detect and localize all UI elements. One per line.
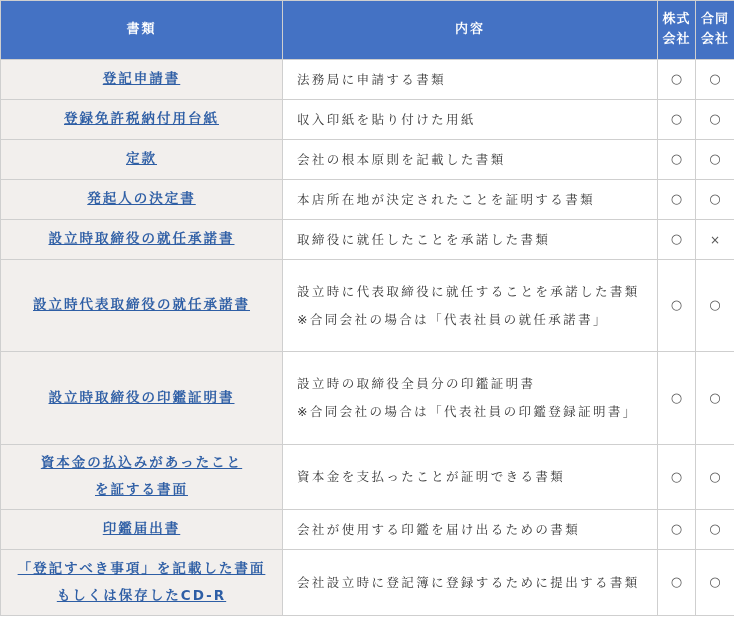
document-link[interactable]: 設立時取締役の就任承諾書 (48, 231, 235, 247)
table-row (1, 100, 734, 140)
godo-mark: ○ (696, 140, 734, 180)
description: 本店所在地が決定されたことを証明する書類 (283, 180, 658, 220)
description: 会社設立時に登記簿に登録するために提出する書類 (283, 550, 658, 616)
godo-mark: ○ (696, 352, 734, 445)
table-row (1, 60, 734, 100)
table-row (1, 260, 734, 352)
description: 設立時の取締役全員分の印鑑証明書 ※合同会社の場合は「代表社員の印鑑登録証明書」 (283, 352, 658, 445)
description: 会社の根本原則を記載した書類 (283, 140, 658, 180)
godo-mark: ○ (696, 260, 734, 352)
document-link[interactable]: 設立時代表取締役の就任承諾書 (33, 297, 250, 313)
table-row (1, 180, 734, 220)
table-row (1, 550, 734, 616)
document-link[interactable]: 「登記すべき事項」を記載した書面 もしくは保存したCD-R (17, 560, 266, 604)
godo-mark: ○ (696, 510, 734, 550)
kabushiki-mark: ○ (658, 260, 696, 352)
kabushiki-mark: ○ (658, 352, 696, 445)
kabushiki-mark: ○ (658, 100, 696, 140)
description: 法務局に申請する書類 (283, 60, 658, 100)
document-name-cell (1, 100, 283, 140)
godo-mark: ○ (696, 60, 734, 100)
header-row (1, 1, 734, 60)
header-kabushiki: 株式 会社 (658, 1, 696, 60)
document-name-cell (1, 260, 283, 352)
description: 取締役に就任したことを承諾した書類 (283, 220, 658, 260)
document-name-cell (1, 550, 283, 616)
kabushiki-mark: ○ (658, 510, 696, 550)
document-name-cell (1, 140, 283, 180)
godo-mark: ○ (696, 550, 734, 616)
description: 会社が使用する印鑑を届け出るための書類 (283, 510, 658, 550)
document-link[interactable]: 発起人の決定書 (87, 191, 196, 207)
description: 資本金を支払ったことが証明できる書類 (283, 445, 658, 510)
document-name-cell (1, 220, 283, 260)
table-row (1, 445, 734, 510)
description: 設立時に代表取締役に就任することを承諾した書類 ※合同会社の場合は「代表社員の就任承諾書」 (283, 260, 658, 352)
document-link[interactable]: 印鑑届出書 (102, 521, 181, 537)
table-row (1, 510, 734, 550)
document-link[interactable]: 設立時取締役の印鑑証明書 (48, 389, 235, 406)
document-name-cell (1, 445, 283, 510)
godo-mark: ○ (696, 445, 734, 510)
header-document: 書類 (1, 1, 283, 60)
kabushiki-mark: ○ (658, 140, 696, 180)
table-row (1, 220, 734, 260)
kabushiki-mark: ○ (658, 180, 696, 220)
document-name-cell (1, 60, 283, 100)
document-link[interactable]: 登録免許税納付用台紙 (64, 111, 219, 127)
description: 収入印紙を貼り付けた用紙 (283, 100, 658, 140)
godo-mark: ○ (696, 100, 734, 140)
kabushiki-mark: ○ (658, 220, 696, 260)
document-name-cell (1, 352, 283, 445)
document-link[interactable]: 資本金の払込みがあったこと を証する書面 (40, 455, 243, 498)
document-name-cell (1, 510, 283, 550)
kabushiki-mark: ○ (658, 445, 696, 510)
godo-mark: ○ (696, 180, 734, 220)
table-row (1, 140, 734, 180)
document-link[interactable]: 登記申請書 (102, 71, 181, 87)
table-row (1, 352, 734, 445)
kabushiki-mark: ○ (658, 60, 696, 100)
header-godo: 合同 会社 (696, 1, 734, 60)
header-content: 内容 (283, 1, 658, 60)
document-link[interactable]: 定款 (126, 151, 157, 167)
document-name-cell (1, 180, 283, 220)
godo-mark: × (696, 220, 734, 260)
kabushiki-mark: ○ (658, 550, 696, 616)
